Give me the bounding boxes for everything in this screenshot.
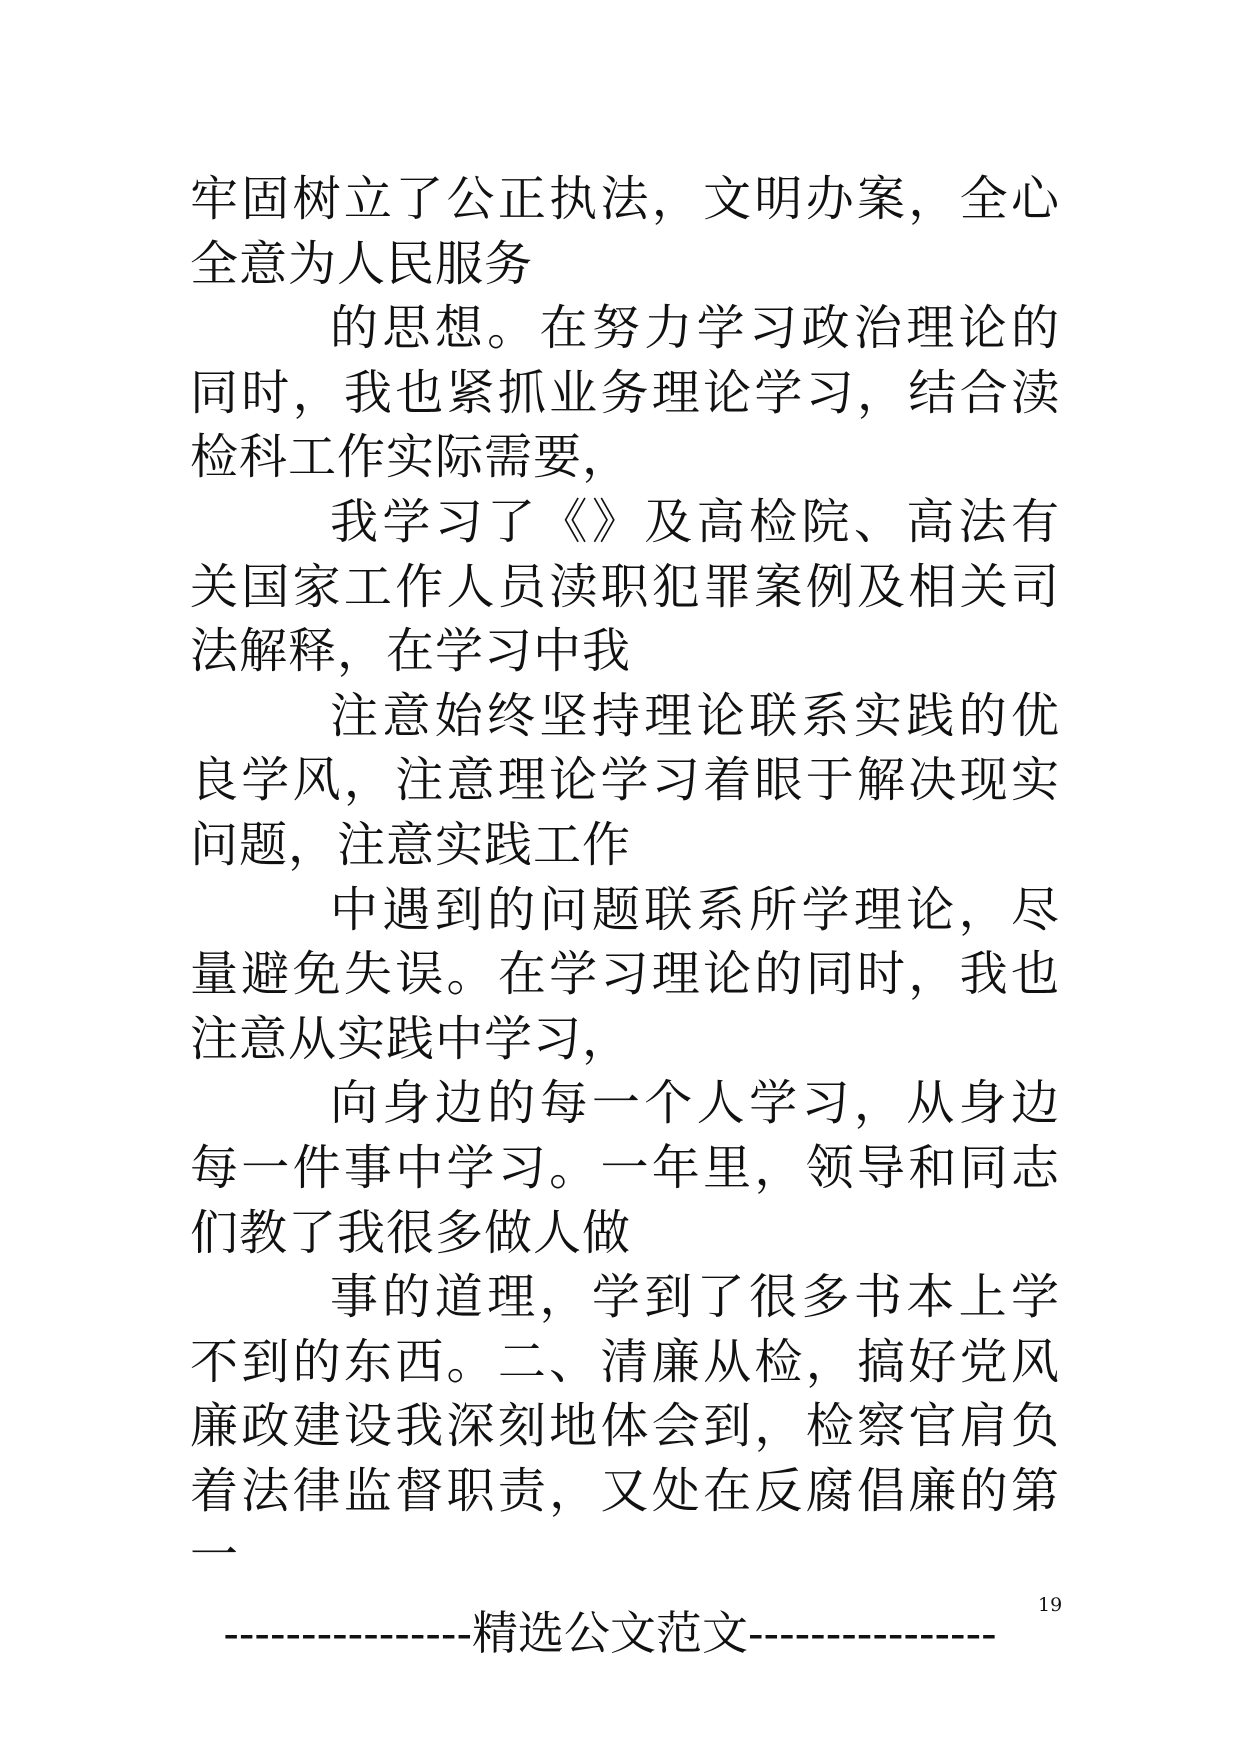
paragraph-5: 中遇到的问题联系所学理论，尽量避免失误。在学习理论的同时，我也注意从实践中学习， [190,881,1060,1067]
paragraph-6: 向身边的每一个人学习，从身边每一件事中学习。一年里，领导和同志们教了我很多做人做 [190,1075,1060,1261]
body-text [190,167,1060,1588]
page-footer: ----------------精选公文范文---------------- [223,1606,997,1660]
paragraph-2: 的思想。在努力学习政治理论的同时，我也紧抓业务理论学习，结合渎检科工作实际需要， [190,300,1060,486]
page-number: 19 [1038,1594,1063,1616]
paragraph-3: 我学习了《》及高检院、高法有关国家工作人员渎职犯罪案例及相关司法解释，在学习中我 [190,493,1060,680]
paragraph-1: 牢固树立了公正执法，文明办案，全心全意为人民服务 [190,171,1060,292]
paragraph-7: 事的道理，学到了很多书本上学不到的东西。二、清廉从检，搞好党风廉政建设我深刻地体会到，检察官肩负着法律监督职责，又处在反腐倡廉的第一 [190,1269,1060,1584]
paragraph-4: 注意始终坚持理论联系实践的优良学风，注意理论学习着眼于解决现实问题，注意实践工作 [190,687,1060,873]
